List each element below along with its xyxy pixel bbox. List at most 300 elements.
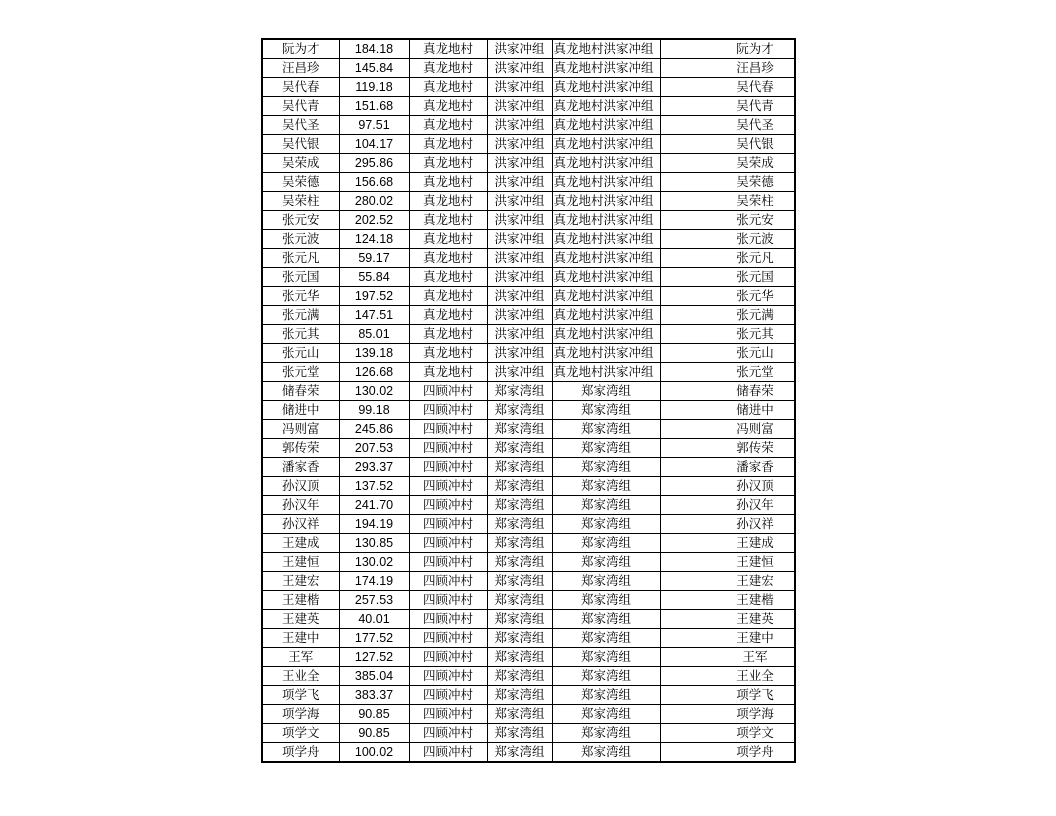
- blank-cell: [660, 648, 716, 667]
- name-cell: 孙汉年: [262, 496, 339, 515]
- blank-cell: [660, 306, 716, 325]
- table-row: [262, 610, 795, 629]
- group-cell: 郑家湾组: [487, 382, 552, 401]
- table-row: [262, 59, 795, 78]
- group-cell: 洪家冲组: [487, 78, 552, 97]
- table-row: [262, 648, 795, 667]
- location-cell: 真龙地村洪家冲组: [552, 39, 660, 59]
- name-cell: 阮为才: [262, 39, 339, 59]
- area-cell: 130.85: [339, 534, 409, 553]
- area-cell: 126.68: [339, 363, 409, 382]
- village-cell: 四顾冲村: [409, 610, 487, 629]
- area-cell: 245.86: [339, 420, 409, 439]
- group-cell: 郑家湾组: [487, 534, 552, 553]
- blank-cell: [660, 686, 716, 705]
- table-row: [262, 116, 795, 135]
- name-cell: 王建中: [262, 629, 339, 648]
- area-cell: 90.85: [339, 724, 409, 743]
- table-row: [262, 135, 795, 154]
- table-row: [262, 344, 795, 363]
- name-cell: 张元国: [262, 268, 339, 287]
- blank-cell: [660, 154, 716, 173]
- contractor-name-cell: 吴荣成: [716, 154, 795, 173]
- location-cell: 真龙地村洪家冲组: [552, 325, 660, 344]
- village-cell: 四顾冲村: [409, 667, 487, 686]
- location-cell: 真龙地村洪家冲组: [552, 192, 660, 211]
- table-row: [262, 382, 795, 401]
- location-cell: 真龙地村洪家冲组: [552, 287, 660, 306]
- contractor-name-cell: 汪昌珍: [716, 59, 795, 78]
- location-cell: 郑家湾组: [552, 686, 660, 705]
- area-cell: 257.53: [339, 591, 409, 610]
- contractor-name-cell: 项学舟: [716, 743, 795, 763]
- location-cell: 郑家湾组: [552, 477, 660, 496]
- area-cell: 295.86: [339, 154, 409, 173]
- blank-cell: [660, 743, 716, 763]
- village-cell: 四顾冲村: [409, 743, 487, 763]
- table-row: [262, 686, 795, 705]
- location-cell: 真龙地村洪家冲组: [552, 135, 660, 154]
- blank-cell: [660, 39, 716, 59]
- location-cell: 郑家湾组: [552, 629, 660, 648]
- name-cell: 王建成: [262, 534, 339, 553]
- location-cell: 真龙地村洪家冲组: [552, 211, 660, 230]
- table-row: [262, 591, 795, 610]
- group-cell: 郑家湾组: [487, 401, 552, 420]
- group-cell: 洪家冲组: [487, 249, 552, 268]
- group-cell: 洪家冲组: [487, 97, 552, 116]
- blank-cell: [660, 629, 716, 648]
- contractor-name-cell: 王建宏: [716, 572, 795, 591]
- contractor-name-cell: 郭传荣: [716, 439, 795, 458]
- table-row: [262, 439, 795, 458]
- name-cell: 吴代圣: [262, 116, 339, 135]
- village-cell: 真龙地村: [409, 268, 487, 287]
- blank-cell: [660, 401, 716, 420]
- contractor-name-cell: 项学海: [716, 705, 795, 724]
- blank-cell: [660, 382, 716, 401]
- table-row: [262, 173, 795, 192]
- area-cell: 130.02: [339, 382, 409, 401]
- group-cell: 洪家冲组: [487, 192, 552, 211]
- village-cell: 四顾冲村: [409, 496, 487, 515]
- area-cell: 139.18: [339, 344, 409, 363]
- area-cell: 197.52: [339, 287, 409, 306]
- area-cell: 90.85: [339, 705, 409, 724]
- contractor-name-cell: 项学文: [716, 724, 795, 743]
- group-cell: 郑家湾组: [487, 515, 552, 534]
- area-cell: 184.18: [339, 39, 409, 59]
- table-body: [262, 39, 795, 762]
- table-row: [262, 401, 795, 420]
- table-row: [262, 515, 795, 534]
- contractor-name-cell: 张元波: [716, 230, 795, 249]
- village-cell: 四顾冲村: [409, 515, 487, 534]
- area-cell: 40.01: [339, 610, 409, 629]
- contractor-name-cell: 冯则富: [716, 420, 795, 439]
- table-row: [262, 230, 795, 249]
- area-cell: 241.70: [339, 496, 409, 515]
- name-cell: 吴代春: [262, 78, 339, 97]
- village-cell: 真龙地村: [409, 154, 487, 173]
- blank-cell: [660, 458, 716, 477]
- location-cell: 郑家湾组: [552, 420, 660, 439]
- group-cell: 郑家湾组: [487, 724, 552, 743]
- village-cell: 真龙地村: [409, 363, 487, 382]
- village-cell: 真龙地村: [409, 249, 487, 268]
- group-cell: 洪家冲组: [487, 154, 552, 173]
- area-cell: 207.53: [339, 439, 409, 458]
- table-row: [262, 287, 795, 306]
- group-cell: 洪家冲组: [487, 268, 552, 287]
- contractor-name-cell: 王军: [716, 648, 795, 667]
- location-cell: 真龙地村洪家冲组: [552, 97, 660, 116]
- blank-cell: [660, 230, 716, 249]
- village-cell: 四顾冲村: [409, 705, 487, 724]
- land-register-table: [261, 38, 796, 763]
- area-cell: 55.84: [339, 268, 409, 287]
- name-cell: 孙汉顶: [262, 477, 339, 496]
- name-cell: 张元山: [262, 344, 339, 363]
- location-cell: 真龙地村洪家冲组: [552, 268, 660, 287]
- location-cell: 郑家湾组: [552, 496, 660, 515]
- location-cell: 郑家湾组: [552, 458, 660, 477]
- village-cell: 四顾冲村: [409, 420, 487, 439]
- blank-cell: [660, 724, 716, 743]
- area-cell: 151.68: [339, 97, 409, 116]
- contractor-name-cell: 王建恒: [716, 553, 795, 572]
- location-cell: 真龙地村洪家冲组: [552, 173, 660, 192]
- contractor-name-cell: 王建中: [716, 629, 795, 648]
- location-cell: 真龙地村洪家冲组: [552, 59, 660, 78]
- contractor-name-cell: 张元安: [716, 211, 795, 230]
- table-row: [262, 249, 795, 268]
- location-cell: 真龙地村洪家冲组: [552, 116, 660, 135]
- village-cell: 真龙地村: [409, 116, 487, 135]
- contractor-name-cell: 吴代青: [716, 97, 795, 116]
- blank-cell: [660, 477, 716, 496]
- blank-cell: [660, 667, 716, 686]
- area-cell: 97.51: [339, 116, 409, 135]
- village-cell: 四顾冲村: [409, 401, 487, 420]
- name-cell: 项学飞: [262, 686, 339, 705]
- blank-cell: [660, 420, 716, 439]
- location-cell: 真龙地村洪家冲组: [552, 249, 660, 268]
- table-row: [262, 477, 795, 496]
- name-cell: 张元堂: [262, 363, 339, 382]
- name-cell: 吴荣成: [262, 154, 339, 173]
- village-cell: 真龙地村: [409, 135, 487, 154]
- group-cell: 郑家湾组: [487, 420, 552, 439]
- village-cell: 四顾冲村: [409, 629, 487, 648]
- contractor-name-cell: 孙汉年: [716, 496, 795, 515]
- contractor-name-cell: 吴代银: [716, 135, 795, 154]
- location-cell: 郑家湾组: [552, 591, 660, 610]
- name-cell: 张元其: [262, 325, 339, 344]
- area-cell: 280.02: [339, 192, 409, 211]
- blank-cell: [660, 572, 716, 591]
- location-cell: 真龙地村洪家冲组: [552, 230, 660, 249]
- name-cell: 汪昌珍: [262, 59, 339, 78]
- table-row: [262, 496, 795, 515]
- blank-cell: [660, 192, 716, 211]
- name-cell: 王建英: [262, 610, 339, 629]
- blank-cell: [660, 610, 716, 629]
- contractor-name-cell: 储进中: [716, 401, 795, 420]
- table-row: [262, 553, 795, 572]
- contractor-name-cell: 孙汉祥: [716, 515, 795, 534]
- table-row: [262, 705, 795, 724]
- contractor-name-cell: 吴代圣: [716, 116, 795, 135]
- name-cell: 孙汉祥: [262, 515, 339, 534]
- group-cell: 洪家冲组: [487, 59, 552, 78]
- group-cell: 洪家冲组: [487, 211, 552, 230]
- location-cell: 郑家湾组: [552, 724, 660, 743]
- contractor-name-cell: 王建英: [716, 610, 795, 629]
- name-cell: 郭传荣: [262, 439, 339, 458]
- name-cell: 王建楷: [262, 591, 339, 610]
- village-cell: 四顾冲村: [409, 572, 487, 591]
- village-cell: 四顾冲村: [409, 724, 487, 743]
- blank-cell: [660, 344, 716, 363]
- contractor-name-cell: 张元凡: [716, 249, 795, 268]
- name-cell: 储进中: [262, 401, 339, 420]
- village-cell: 真龙地村: [409, 39, 487, 59]
- group-cell: 洪家冲组: [487, 39, 552, 59]
- blank-cell: [660, 705, 716, 724]
- location-cell: 郑家湾组: [552, 553, 660, 572]
- group-cell: 洪家冲组: [487, 344, 552, 363]
- contractor-name-cell: 孙汉顶: [716, 477, 795, 496]
- name-cell: 张元安: [262, 211, 339, 230]
- village-cell: 真龙地村: [409, 97, 487, 116]
- village-cell: 真龙地村: [409, 344, 487, 363]
- blank-cell: [660, 97, 716, 116]
- village-cell: 四顾冲村: [409, 458, 487, 477]
- contractor-name-cell: 张元堂: [716, 363, 795, 382]
- contractor-name-cell: 吴荣柱: [716, 192, 795, 211]
- village-cell: 四顾冲村: [409, 439, 487, 458]
- blank-cell: [660, 173, 716, 192]
- village-cell: 真龙地村: [409, 59, 487, 78]
- area-cell: 104.17: [339, 135, 409, 154]
- group-cell: 洪家冲组: [487, 306, 552, 325]
- contractor-name-cell: 项学飞: [716, 686, 795, 705]
- area-cell: 59.17: [339, 249, 409, 268]
- contractor-name-cell: 王业全: [716, 667, 795, 686]
- group-cell: 郑家湾组: [487, 553, 552, 572]
- name-cell: 张元华: [262, 287, 339, 306]
- location-cell: 郑家湾组: [552, 534, 660, 553]
- area-cell: 156.68: [339, 173, 409, 192]
- area-cell: 385.04: [339, 667, 409, 686]
- blank-cell: [660, 591, 716, 610]
- table-row: [262, 211, 795, 230]
- blank-cell: [660, 287, 716, 306]
- name-cell: 吴代银: [262, 135, 339, 154]
- group-cell: 洪家冲组: [487, 230, 552, 249]
- table-row: [262, 97, 795, 116]
- village-cell: 真龙地村: [409, 306, 487, 325]
- table-row: [262, 534, 795, 553]
- contractor-name-cell: 张元国: [716, 268, 795, 287]
- group-cell: 洪家冲组: [487, 325, 552, 344]
- table-row: [262, 743, 795, 763]
- blank-cell: [660, 249, 716, 268]
- blank-cell: [660, 116, 716, 135]
- area-cell: 177.52: [339, 629, 409, 648]
- name-cell: 吴代青: [262, 97, 339, 116]
- village-cell: 四顾冲村: [409, 534, 487, 553]
- group-cell: 郑家湾组: [487, 648, 552, 667]
- village-cell: 四顾冲村: [409, 686, 487, 705]
- village-cell: 真龙地村: [409, 287, 487, 306]
- blank-cell: [660, 553, 716, 572]
- group-cell: 郑家湾组: [487, 439, 552, 458]
- location-cell: 真龙地村洪家冲组: [552, 363, 660, 382]
- village-cell: 真龙地村: [409, 230, 487, 249]
- village-cell: 四顾冲村: [409, 591, 487, 610]
- area-cell: 99.18: [339, 401, 409, 420]
- group-cell: 洪家冲组: [487, 363, 552, 382]
- group-cell: 郑家湾组: [487, 458, 552, 477]
- blank-cell: [660, 363, 716, 382]
- location-cell: 郑家湾组: [552, 572, 660, 591]
- village-cell: 四顾冲村: [409, 382, 487, 401]
- name-cell: 潘家香: [262, 458, 339, 477]
- location-cell: 郑家湾组: [552, 401, 660, 420]
- table-row: [262, 306, 795, 325]
- group-cell: 郑家湾组: [487, 629, 552, 648]
- group-cell: 洪家冲组: [487, 287, 552, 306]
- contractor-name-cell: 张元满: [716, 306, 795, 325]
- contractor-name-cell: 张元山: [716, 344, 795, 363]
- blank-cell: [660, 325, 716, 344]
- area-cell: 383.37: [339, 686, 409, 705]
- village-cell: 真龙地村: [409, 192, 487, 211]
- contractor-name-cell: 阮为才: [716, 39, 795, 59]
- group-cell: 洪家冲组: [487, 116, 552, 135]
- name-cell: 张元满: [262, 306, 339, 325]
- blank-cell: [660, 211, 716, 230]
- table-row: [262, 268, 795, 287]
- group-cell: 洪家冲组: [487, 173, 552, 192]
- contractor-name-cell: 王建成: [716, 534, 795, 553]
- blank-cell: [660, 268, 716, 287]
- table-row: [262, 420, 795, 439]
- name-cell: 王业全: [262, 667, 339, 686]
- village-cell: 真龙地村: [409, 173, 487, 192]
- area-cell: 293.37: [339, 458, 409, 477]
- group-cell: 郑家湾组: [487, 477, 552, 496]
- location-cell: 郑家湾组: [552, 439, 660, 458]
- area-cell: 85.01: [339, 325, 409, 344]
- location-cell: 真龙地村洪家冲组: [552, 154, 660, 173]
- name-cell: 项学文: [262, 724, 339, 743]
- table-row: [262, 78, 795, 97]
- name-cell: 吴荣柱: [262, 192, 339, 211]
- location-cell: 真龙地村洪家冲组: [552, 344, 660, 363]
- contractor-name-cell: 储春荣: [716, 382, 795, 401]
- group-cell: 郑家湾组: [487, 496, 552, 515]
- group-cell: 郑家湾组: [487, 705, 552, 724]
- group-cell: 郑家湾组: [487, 572, 552, 591]
- group-cell: 郑家湾组: [487, 667, 552, 686]
- name-cell: 王建宏: [262, 572, 339, 591]
- table-row: [262, 154, 795, 173]
- area-cell: 130.02: [339, 553, 409, 572]
- village-cell: 四顾冲村: [409, 553, 487, 572]
- area-cell: 145.84: [339, 59, 409, 78]
- area-cell: 147.51: [339, 306, 409, 325]
- group-cell: 郑家湾组: [487, 610, 552, 629]
- location-cell: 真龙地村洪家冲组: [552, 78, 660, 97]
- group-cell: 洪家冲组: [487, 135, 552, 154]
- name-cell: 张元波: [262, 230, 339, 249]
- location-cell: 郑家湾组: [552, 515, 660, 534]
- area-cell: 119.18: [339, 78, 409, 97]
- contractor-name-cell: 吴代春: [716, 78, 795, 97]
- blank-cell: [660, 59, 716, 78]
- blank-cell: [660, 135, 716, 154]
- table-row: [262, 363, 795, 382]
- table-row: [262, 724, 795, 743]
- blank-cell: [660, 78, 716, 97]
- table-row: [262, 667, 795, 686]
- location-cell: 郑家湾组: [552, 610, 660, 629]
- group-cell: 郑家湾组: [487, 591, 552, 610]
- table-row: [262, 572, 795, 591]
- location-cell: 郑家湾组: [552, 705, 660, 724]
- table-row: [262, 458, 795, 477]
- village-cell: 真龙地村: [409, 211, 487, 230]
- name-cell: 项学舟: [262, 743, 339, 763]
- contractor-name-cell: 王建楷: [716, 591, 795, 610]
- area-cell: 127.52: [339, 648, 409, 667]
- name-cell: 王军: [262, 648, 339, 667]
- name-cell: 冯则富: [262, 420, 339, 439]
- area-cell: 137.52: [339, 477, 409, 496]
- name-cell: 王建恒: [262, 553, 339, 572]
- blank-cell: [660, 496, 716, 515]
- contractor-name-cell: 张元华: [716, 287, 795, 306]
- name-cell: 项学海: [262, 705, 339, 724]
- table-row: [262, 192, 795, 211]
- location-cell: 郑家湾组: [552, 382, 660, 401]
- blank-cell: [660, 534, 716, 553]
- area-cell: 124.18: [339, 230, 409, 249]
- location-cell: 真龙地村洪家冲组: [552, 306, 660, 325]
- contractor-name-cell: 张元其: [716, 325, 795, 344]
- table-row: [262, 39, 795, 59]
- area-cell: 174.19: [339, 572, 409, 591]
- location-cell: 郑家湾组: [552, 667, 660, 686]
- table-row: [262, 629, 795, 648]
- village-cell: 四顾冲村: [409, 648, 487, 667]
- area-cell: 194.19: [339, 515, 409, 534]
- location-cell: 郑家湾组: [552, 648, 660, 667]
- village-cell: 真龙地村: [409, 78, 487, 97]
- name-cell: 张元凡: [262, 249, 339, 268]
- blank-cell: [660, 439, 716, 458]
- area-cell: 202.52: [339, 211, 409, 230]
- table-row: [262, 325, 795, 344]
- location-cell: 郑家湾组: [552, 743, 660, 763]
- contractor-name-cell: 潘家香: [716, 458, 795, 477]
- village-cell: 真龙地村: [409, 325, 487, 344]
- group-cell: 郑家湾组: [487, 686, 552, 705]
- name-cell: 吴荣德: [262, 173, 339, 192]
